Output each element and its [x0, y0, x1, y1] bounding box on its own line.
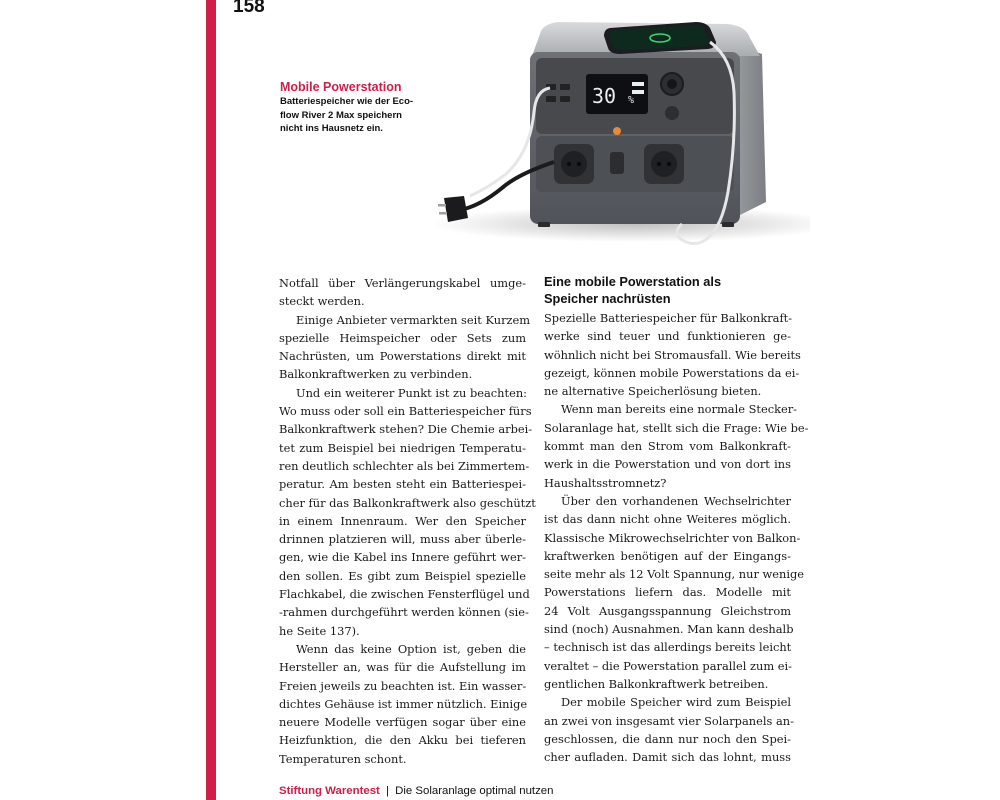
dc-port	[665, 106, 679, 120]
usb-port	[546, 96, 556, 102]
body-line: Hersteller an, was für die Aufstellung im	[279, 660, 526, 675]
body-line: Heizfunktion, die den Akku bei tieferen	[279, 733, 526, 748]
body-line: kraftwerken benötigen auf der Eingangs-	[544, 548, 791, 563]
ac-outlet-socket	[651, 151, 677, 177]
body-line: sind (noch) Ausnahmen. Man kann deshalb	[544, 622, 794, 637]
body-line: in einem Innenraum. Wer den Speicher	[279, 513, 526, 528]
body-line: peratur. Am besten steht ein Batteriespei-	[279, 477, 526, 492]
caption-line: Batteriespeicher wie der Eco-	[280, 96, 414, 107]
section-heading: Eine mobile Powerstation als	[544, 274, 722, 289]
socket-pin	[667, 162, 671, 166]
caption-line: flow River 2 Max speichern	[280, 109, 402, 121]
socket-pin	[657, 162, 661, 166]
body-line: Freien jeweils zu beachten ist. Ein wasser-	[279, 678, 527, 693]
section-heading: Speicher nachrüsten	[544, 290, 671, 306]
photo-caption	[280, 80, 430, 136]
body-line: drinnen platzieren will, muss aber überle-	[279, 532, 526, 547]
footer-brand: Stiftung Warentest	[279, 785, 380, 797]
body-line: Und ein weiterer Punkt ist zu beachten:	[296, 385, 528, 400]
socket-pin	[577, 162, 581, 166]
body-line: seite mehr als 12 Volt Spannung, nur wenige	[544, 567, 805, 582]
body-line: 24 Volt Ausgangsspannung Gleichstrom	[544, 603, 791, 618]
power-button	[613, 127, 621, 135]
body-line: ren deutlich schlechter als bei Zimmertem-	[279, 458, 530, 473]
foot	[722, 222, 734, 227]
body-line: Über den vorhandenen Wechselrichter	[561, 493, 791, 508]
usb-port	[560, 96, 570, 102]
body-line: neuere Modelle verfügen sogar über eine	[279, 715, 526, 730]
body-line: Balkonkraftwerken zu verbinden.	[279, 367, 473, 382]
body-line: he Seite 137).	[279, 623, 360, 638]
body-line: Der mobile Speicher wird zum Beispiel	[561, 695, 791, 710]
body-line: Nachrüsten, um Powerstations direkt mit	[279, 349, 526, 364]
socket-pin	[567, 162, 571, 166]
body-line: dichtes Gehäuse ist immer nützlich. Einige	[279, 696, 528, 711]
body-line: Flachkabel, die zwischen Fensterflügel und	[279, 587, 530, 602]
body-line: geschlossen, die dann nur noch den Spei-	[544, 731, 791, 746]
body-line: Spezielle Batteriespeicher für Balkonkraft-	[544, 311, 793, 325]
body-line: spezielle Heimspeicher oder Sets zum	[279, 330, 526, 345]
plug-pin	[438, 204, 446, 207]
body-line: – technisch ist das allerdings bereits leicht	[544, 640, 792, 655]
caption-title: Mobile Powerstation	[280, 80, 402, 94]
body-line: cher für das Balkonkraftwerk also geschützt	[279, 495, 536, 510]
body-line: tet zum Beispiel bei niedrigen Temperatu-	[279, 440, 526, 455]
body-line: Powerstations liefern das. Modelle mit	[544, 585, 791, 600]
right-column	[544, 274, 809, 766]
body-line: kommt man den Strom vom Balkonkraft-	[544, 439, 791, 454]
display-value: 30	[591, 84, 617, 108]
body-line: Temperaturen schont.	[279, 751, 407, 766]
body-line: -rahmen durchgeführt werden können (sie-	[279, 605, 529, 620]
foot	[538, 222, 550, 227]
page-number: 158	[233, 0, 265, 17]
power-plug-icon	[444, 196, 468, 222]
display-segment	[632, 82, 644, 86]
body-line: Einige Anbieter vermarkten seit Kurzem	[296, 312, 531, 327]
body-line: werke sind teuer und funktionieren ge-	[544, 329, 791, 344]
body-line: wöhnlich nicht bei Stromausfall. Wie bereits	[544, 347, 801, 362]
body-line: veraltet – die Powerstation parallel zum ei-	[544, 658, 793, 673]
display-unit: %	[628, 95, 635, 106]
car-port-hole	[667, 79, 677, 89]
body-line: Notfall über Verlängerungskabel umge-	[279, 276, 526, 290]
body-line: den sollen. Es gibt zum Beispiel spezielle	[279, 568, 526, 583]
footer-title: Die Solaranlage optimal nutzen	[395, 785, 554, 797]
body-line: Wenn das keine Option ist, geben die	[296, 641, 526, 656]
body-line: gentlichen Balkonkraftwerk betreiben.	[544, 676, 769, 691]
body-line: Balkonkraftwerk stehen? Die Chemie arbei-	[279, 422, 533, 437]
display-segment	[632, 90, 644, 94]
body-line: Wenn man bereits eine normale Stecker-	[561, 402, 798, 417]
usb-port	[560, 84, 570, 90]
left-column	[279, 274, 536, 768]
body-line: cher aufladen. Damit sich das lohnt, muss	[544, 750, 791, 765]
body-line: ist das dann nicht ohne Weiteres möglich.	[544, 512, 791, 527]
footer-separator: |	[386, 785, 389, 797]
body-line: Wo muss oder soll ein Batteriespeicher fürs	[279, 404, 532, 419]
body-line: gen, wie die Kabel ins Innere geführt wer-	[279, 550, 526, 565]
body-line: Haushaltsstromnetz?	[544, 475, 667, 490]
body-line: Klassische Mikrowechselrichter von Balkon-	[544, 530, 801, 545]
red-margin-bar	[206, 0, 216, 800]
plug-pin	[439, 212, 447, 215]
ac-input-port	[610, 152, 624, 174]
body-line: an zwei von insgesamt vier Solarpanels an-	[544, 713, 794, 728]
ac-outlet-socket	[561, 151, 587, 177]
body-line: ne alternative Speicherlösung bieten.	[544, 384, 762, 399]
body-line: gezeigt, können mobile Powerstations da ei-	[544, 365, 800, 380]
body-line: Solaranlage hat, stellt sich die Frage: Wie be-	[544, 420, 809, 435]
body-line: steckt werden.	[279, 294, 365, 309]
caption-line: nicht ins Hausnetz ein.	[280, 123, 383, 134]
body-line: werk in die Powerstation und von dort ins	[544, 457, 791, 472]
powerstation-photo	[410, 12, 810, 270]
page-footer	[279, 785, 553, 797]
